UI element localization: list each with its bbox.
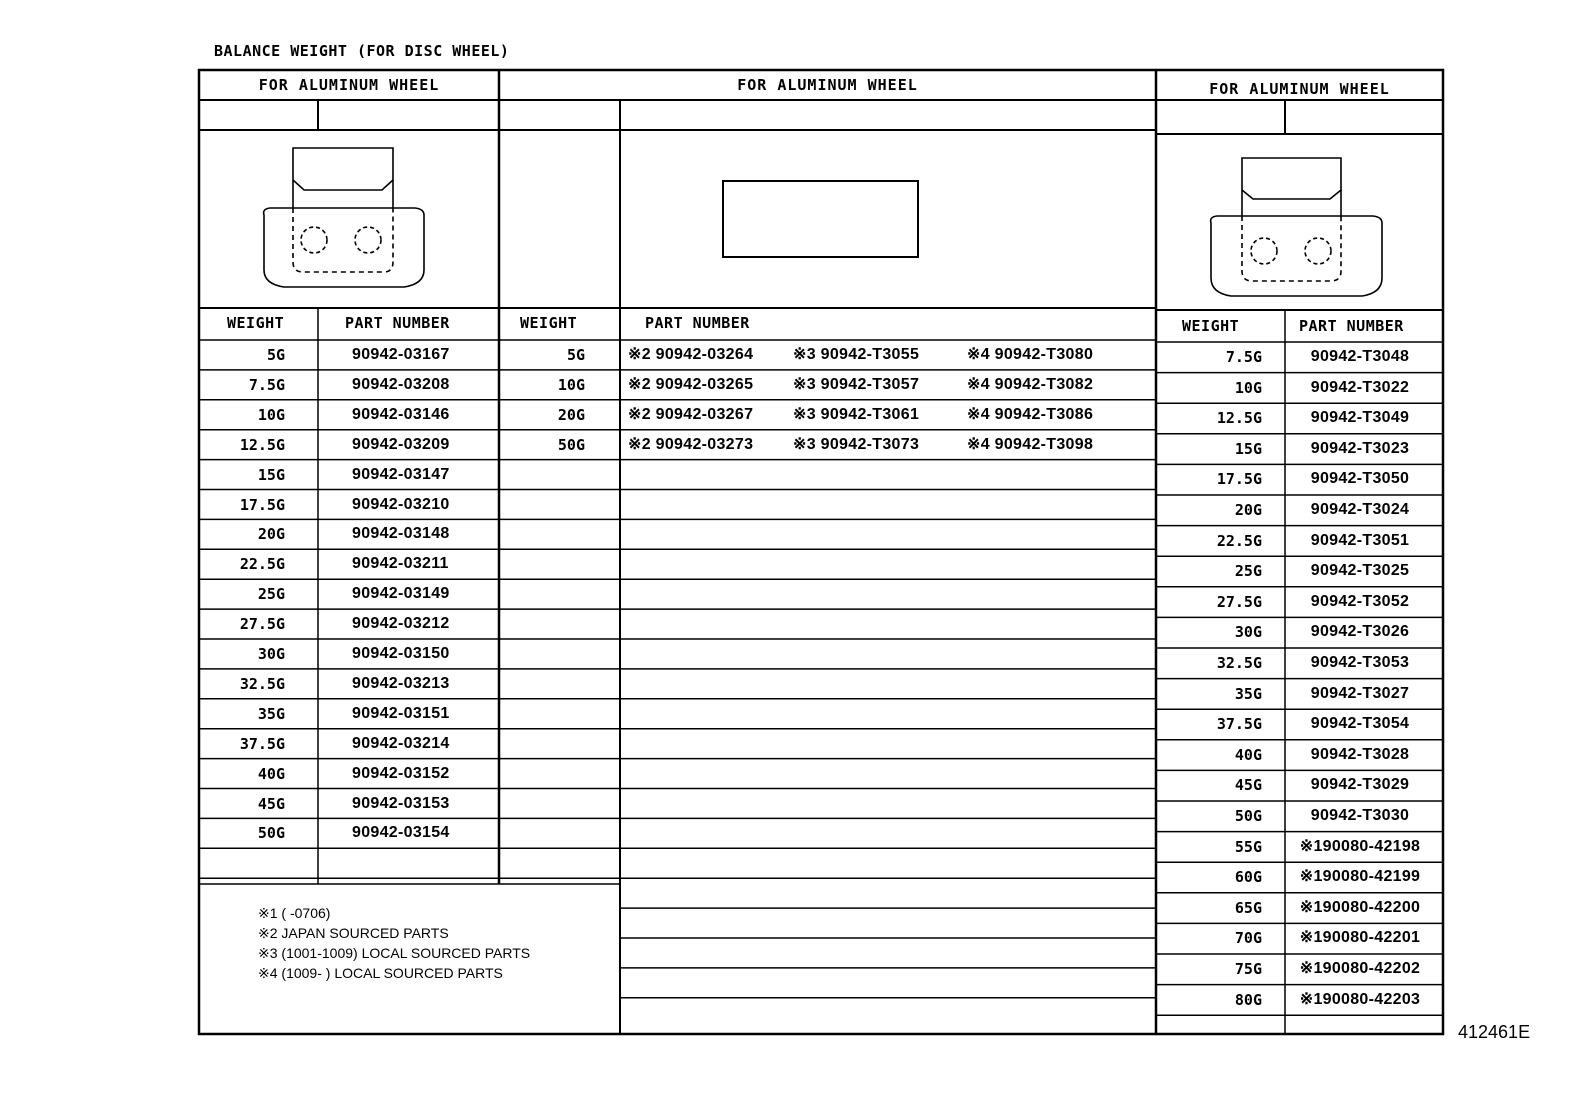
right-weight-cell: 22.5G bbox=[1216, 531, 1262, 550]
left-part-number-cell: 90942-03209 bbox=[352, 435, 450, 453]
right-weight-cell: 17.5G bbox=[1216, 470, 1262, 489]
left-part-number-cell: 90942-03214 bbox=[352, 734, 450, 752]
right-weight-cell: 20G bbox=[1234, 501, 1262, 519]
middle-part-number-local2-cell: ※4 90942-T3082 bbox=[967, 375, 1094, 393]
left-part-number-cell: 90942-03210 bbox=[352, 495, 450, 513]
middle-part-column-header: PART NUMBER bbox=[645, 314, 750, 332]
left-part-number-cell: 90942-03148 bbox=[352, 525, 450, 543]
left-weight-cell: 37.5G bbox=[239, 734, 285, 753]
left-weight-cell: 10G bbox=[257, 405, 285, 424]
note-3: ※3 (1001-1009) LOCAL SOURCED PARTS bbox=[258, 945, 531, 961]
right-part-number-cell: 90942-T3025 bbox=[1310, 562, 1410, 580]
right-part-number-cell: 90942-T3028 bbox=[1310, 745, 1410, 763]
middle-part-number-local1-cell: ※3 90942-T3061 bbox=[793, 405, 920, 423]
left-section-header: FOR ALUMINUM WHEEL bbox=[258, 76, 440, 94]
right-part-number-cell: ※190080-42203 bbox=[1299, 990, 1421, 1008]
left-weight-cell: 27.5G bbox=[239, 615, 285, 634]
right-part-number-cell: ※190080-42200 bbox=[1299, 898, 1421, 916]
middle-part-number-local1-cell: ※3 90942-T3055 bbox=[793, 346, 920, 363]
middle-part-number-local1-cell: ※3 90942-T3057 bbox=[793, 375, 920, 393]
left-part-number-cell: 90942-03150 bbox=[352, 645, 450, 662]
left-weight-cell: 20G bbox=[257, 525, 285, 544]
right-part-number-cell: 90942-T3024 bbox=[1310, 501, 1410, 518]
right-weight-cell: 32.5G bbox=[1216, 654, 1262, 672]
left-part-number-cell: 90942-03149 bbox=[352, 585, 450, 603]
left-weight-cell: 17.5G bbox=[239, 495, 285, 514]
clip-on-weight-illustration-left bbox=[264, 148, 424, 287]
right-weight-cell: 80G bbox=[1234, 990, 1262, 1009]
adhesive-weight-illustration bbox=[723, 181, 918, 257]
right-weight-cell: 27.5G bbox=[1216, 592, 1262, 611]
left-weight-cell: 45G bbox=[257, 794, 285, 813]
note-2: ※2 JAPAN SOURCED PARTS bbox=[258, 925, 449, 941]
left-part-number-cell: 90942-03146 bbox=[352, 405, 450, 423]
right-part-number-cell: 90942-T3052 bbox=[1310, 592, 1410, 610]
right-part-number-cell: ※190080-42199 bbox=[1299, 868, 1421, 886]
middle-part-number-jp-cell: ※2 90942-03267 bbox=[628, 405, 754, 423]
right-part-number-cell: 90942-T3027 bbox=[1310, 684, 1410, 702]
right-weight-cell: 10G bbox=[1234, 378, 1262, 397]
right-weight-cell: 65G bbox=[1234, 898, 1262, 917]
notes-block bbox=[258, 903, 530, 983]
left-part-number-cell: 90942-03147 bbox=[352, 465, 450, 483]
figure-id: 412461E bbox=[1458, 1022, 1531, 1042]
right-part-number-cell: ※190080-42198 bbox=[1299, 837, 1421, 855]
right-part-number-cell: 90942-T3054 bbox=[1310, 715, 1410, 733]
left-weight-cell: 32.5G bbox=[239, 674, 285, 693]
right-part-number-cell: 90942-T3053 bbox=[1310, 654, 1410, 671]
clip-on-weight-illustration-right bbox=[1211, 158, 1382, 296]
left-part-column-header: PART NUMBER bbox=[345, 314, 450, 332]
right-weight-cell: 70G bbox=[1234, 929, 1262, 948]
left-part-number-cell: 90942-03152 bbox=[352, 764, 450, 782]
middle-part-number-local2-cell: ※4 90942-T3080 bbox=[967, 346, 1094, 363]
right-part-number-cell: 90942-T3048 bbox=[1310, 348, 1410, 365]
right-weight-cell: 37.5G bbox=[1216, 715, 1262, 734]
middle-part-number-jp-cell: ※2 90942-03264 bbox=[628, 346, 754, 363]
left-weight-cell: 40G bbox=[257, 764, 285, 783]
left-weight-cell: 22.5G bbox=[239, 555, 285, 574]
middle-weight-cell: 20G bbox=[557, 405, 585, 424]
left-part-number-cell: 90942-03151 bbox=[352, 704, 450, 722]
right-weight-cell: 50G bbox=[1234, 807, 1262, 825]
right-weight-cell: 40G bbox=[1234, 745, 1262, 764]
right-weight-cell: 7.5G bbox=[1225, 348, 1262, 366]
middle-part-number-local1-cell: ※3 90942-T3073 bbox=[793, 435, 920, 453]
middle-section-header: FOR ALUMINUM WHEEL bbox=[737, 76, 918, 94]
left-part-number-cell: 90942-03212 bbox=[352, 615, 450, 633]
right-part-number-cell: 90942-T3023 bbox=[1310, 439, 1410, 457]
middle-part-number-jp-cell: ※2 90942-03273 bbox=[628, 435, 754, 453]
right-part-number-cell: ※190080-42201 bbox=[1299, 929, 1421, 947]
middle-part-number-local2-cell: ※4 90942-T3098 bbox=[967, 435, 1094, 453]
left-part-number-cell: 90942-03167 bbox=[352, 346, 450, 363]
right-weight-cell: 15G bbox=[1234, 439, 1262, 458]
note-1: ※1 ( -0706) bbox=[258, 905, 331, 921]
right-weight-cell: 75G bbox=[1234, 960, 1262, 978]
right-part-number-cell: 90942-T3051 bbox=[1310, 531, 1410, 549]
left-part-number-cell: 90942-03153 bbox=[352, 794, 450, 812]
left-weight-column-header: WEIGHT bbox=[227, 314, 285, 332]
right-part-column-header: PART NUMBER bbox=[1299, 317, 1404, 335]
right-part-number-cell: 90942-T3030 bbox=[1310, 807, 1410, 824]
right-part-number-cell: 90942-T3029 bbox=[1310, 776, 1410, 794]
right-weight-cell: 12.5G bbox=[1216, 409, 1262, 428]
left-part-number-cell: 90942-03213 bbox=[352, 674, 450, 692]
right-part-number-cell: 90942-T3050 bbox=[1310, 470, 1410, 488]
right-weight-cell: 60G bbox=[1234, 868, 1262, 887]
left-weight-cell: 35G bbox=[257, 704, 285, 723]
left-weight-cell: 15G bbox=[257, 465, 285, 484]
right-part-number-cell: 90942-T3022 bbox=[1310, 378, 1410, 396]
middle-part-number-local2-cell: ※4 90942-T3086 bbox=[967, 405, 1094, 423]
middle-weight-cell: 5G bbox=[566, 346, 585, 364]
left-part-number-cell: 90942-03154 bbox=[352, 824, 450, 842]
right-part-number-cell: ※190080-42202 bbox=[1299, 960, 1421, 977]
diagram-title: BALANCE WEIGHT (FOR DISC WHEEL) bbox=[214, 42, 510, 60]
left-weight-cell: 25G bbox=[257, 585, 285, 604]
right-weight-cell: 45G bbox=[1234, 776, 1262, 795]
right-weight-cell: 30G bbox=[1234, 623, 1262, 642]
right-part-number-cell: 90942-T3049 bbox=[1310, 409, 1410, 427]
right-part-number-cell: 90942-T3026 bbox=[1310, 623, 1410, 641]
left-weight-cell: 30G bbox=[257, 645, 285, 663]
right-section-header: FOR ALUMINUM WHEEL bbox=[1209, 80, 1390, 98]
left-weight-cell: 5G bbox=[266, 346, 285, 364]
left-part-number-cell: 90942-03211 bbox=[352, 555, 449, 573]
right-weight-column-header: WEIGHT bbox=[1182, 317, 1240, 335]
middle-part-number-jp-cell: ※2 90942-03265 bbox=[628, 375, 754, 393]
note-4: ※4 (1009- ) LOCAL SOURCED PARTS bbox=[258, 965, 503, 981]
right-weight-cell: 35G bbox=[1234, 684, 1262, 703]
left-weight-cell: 12.5G bbox=[239, 435, 285, 454]
middle-weight-cell: 50G bbox=[557, 435, 585, 454]
left-weight-cell: 7.5G bbox=[248, 375, 285, 394]
middle-weight-column-header: WEIGHT bbox=[520, 314, 578, 332]
left-weight-cell: 50G bbox=[257, 824, 285, 843]
left-part-number-cell: 90942-03208 bbox=[352, 375, 450, 393]
right-weight-cell: 55G bbox=[1234, 837, 1262, 856]
middle-weight-cell: 10G bbox=[557, 375, 585, 394]
right-weight-cell: 25G bbox=[1234, 562, 1262, 581]
